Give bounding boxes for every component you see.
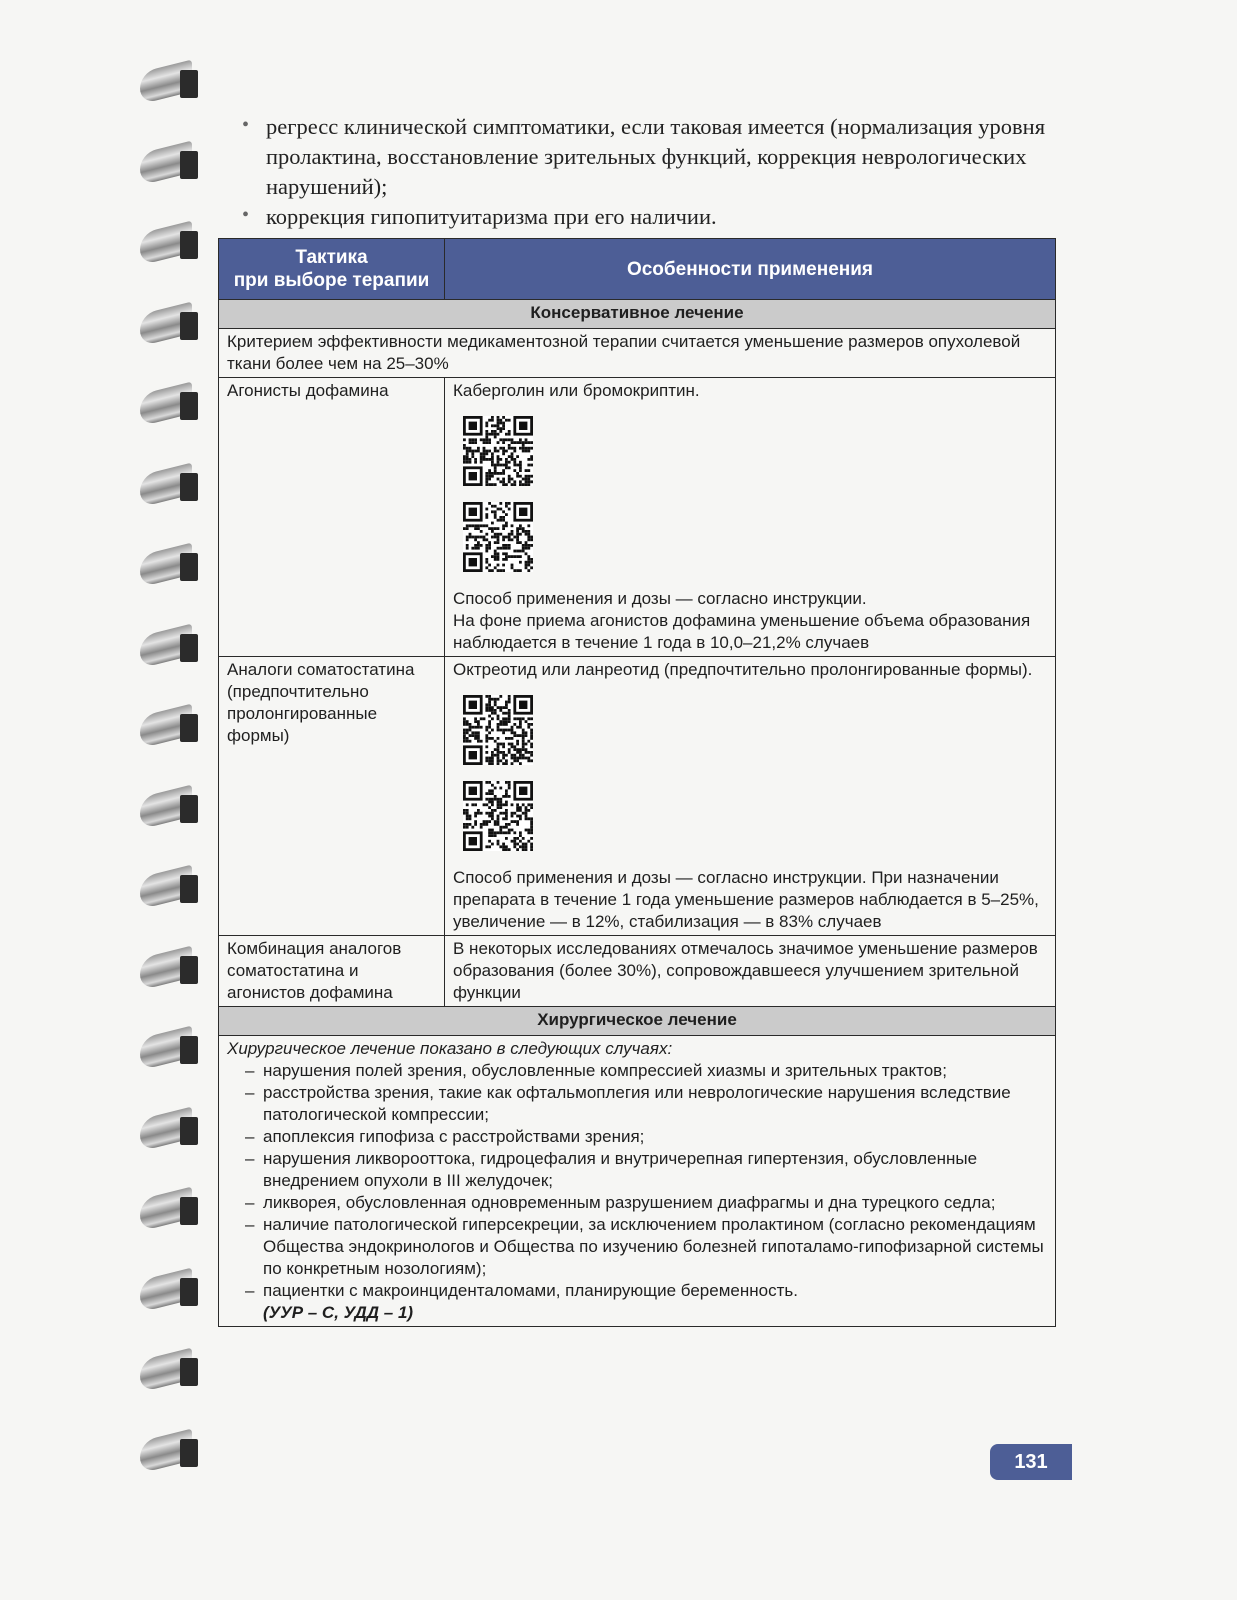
section-row <box>219 300 1056 329</box>
spiral-ring <box>140 865 206 909</box>
table-header-row <box>219 239 1056 300</box>
qr-code-icon <box>463 781 533 851</box>
tactic-dopamine: Агонисты дофамина <box>219 378 445 657</box>
list-item: – расстройства зрения, такие как офтальмоплегия или неврологические нарушения вследствие патологической компрессии; <box>245 1082 1047 1126</box>
spiral-ring <box>140 1107 206 1151</box>
table-row <box>219 378 1056 657</box>
tactic-combination: Комбинация аналогов соматостатина и агонистов дофамина <box>219 936 445 1007</box>
spiral-ring <box>140 1268 206 1312</box>
spiral-ring <box>140 463 206 507</box>
bullet-item: • коррекция гипопитуитаризма при его наличии. <box>240 202 1080 232</box>
surgical-list <box>227 1060 1047 1302</box>
spiral-ring <box>140 1348 206 1392</box>
header-tactic-line2: при выборе терапии <box>233 270 430 291</box>
spiral-ring <box>140 221 206 265</box>
features-dopamine <box>445 378 1056 657</box>
list-item: – ликворея, обусловленная одновременным разрушением диафрагмы и дна турецкого седла; <box>245 1192 1047 1214</box>
bullet-list <box>240 112 1080 232</box>
spiral-ring <box>140 704 206 748</box>
bullet-item: • регресс клинической симптоматики, если таковая имеется (нормализация уровня пролактина, восстановление зрительных функций, коррекция неврологических нарушений); <box>240 112 1080 202</box>
list-item: – апоплексия гипофиза с расстройствами зрения; <box>245 1126 1047 1148</box>
spiral-ring <box>140 141 206 185</box>
section-row <box>219 1007 1056 1036</box>
qr-code-icon <box>463 416 533 486</box>
list-item: – наличие патологической гиперсекреции, за исключением пролактином (согласно рекомендациям Общества эндокринологов и Общества по изучению болезней гипоталамо-гипофизарной системы по конкретным нозологиям); <box>245 1214 1047 1280</box>
table-row <box>219 936 1056 1007</box>
therapy-table <box>218 238 1056 1327</box>
qr-code-icon <box>463 695 533 765</box>
table-row <box>219 329 1056 378</box>
list-item: – нарушения полей зрения, обусловленные компрессией хиазмы и зрительных трактов; <box>245 1060 1047 1082</box>
spiral-binding <box>0 60 215 1510</box>
drugs-text: Октреотид или ланреотид (предпочтительно пролонгированные формы). <box>453 660 1033 679</box>
surgical-intro: Хирургическое лечение показано в следующих случаях: <box>227 1039 673 1058</box>
criterion-cell: Критерием эффективности медикаментозной терапии считается уменьшение размеров опухолевой ткани более чем на 25–30% <box>219 329 1056 378</box>
effect-text: Способ применения и дозы — согласно инструкции. При назначении препарата в течение 1 года уменьшение размеров наблюдается в 5–25%, увеличение — в 12%, стабилизация — в 83% случаев <box>453 868 1039 931</box>
list-item: – нарушения ликворооттока, гидроцефалия и внутричерепная гипертензия, обусловленные внедрением опухоли в III желудочек; <box>245 1148 1047 1192</box>
surgical-indications-cell <box>219 1036 1056 1327</box>
section-conservative: Консервативное лечение <box>219 300 1056 329</box>
spiral-ring <box>140 785 206 829</box>
spiral-ring <box>140 302 206 346</box>
spiral-ring <box>140 946 206 990</box>
page-number: 131 <box>990 1444 1072 1480</box>
tactic-somatostatin: Аналоги соматостатина (предпочтительно пролонгированные формы) <box>219 657 445 936</box>
spiral-ring <box>140 1187 206 1231</box>
effect-text: На фоне приема агонистов дофамина уменьшение объема образования наблюдается в течение 1 года в 10,0–21,2% случаев <box>453 611 1031 652</box>
table-row <box>219 1036 1056 1327</box>
dosage-text: Способ применения и дозы — согласно инструкции. <box>453 589 867 608</box>
table-row <box>219 657 1056 936</box>
spiral-ring <box>140 543 206 587</box>
header-tactic-line1: Тактика <box>295 247 368 268</box>
spiral-ring <box>140 1026 206 1070</box>
spiral-ring <box>140 60 206 104</box>
drugs-text: Каберголин или бромокриптин. <box>453 381 700 400</box>
spiral-ring <box>140 624 206 668</box>
features-somatostatin <box>445 657 1056 936</box>
spiral-ring <box>140 1429 206 1473</box>
qr-code-icon <box>463 502 533 572</box>
features-combination: В некоторых исследованиях отмечалось значимое уменьшение размеров образования (более 30%), сопровождавшееся улучшением зрительной функции <box>445 936 1056 1007</box>
section-surgical: Хирургическое лечение <box>219 1007 1056 1036</box>
header-features: Особенности применения <box>445 239 1056 300</box>
evidence-level: (УУР – С, УДД – 1) <box>263 1303 414 1322</box>
header-tactic <box>219 239 445 300</box>
spiral-ring <box>140 382 206 426</box>
list-item: – пациентки с макроинциденталомами, планирующие беременность. <box>245 1280 1047 1302</box>
